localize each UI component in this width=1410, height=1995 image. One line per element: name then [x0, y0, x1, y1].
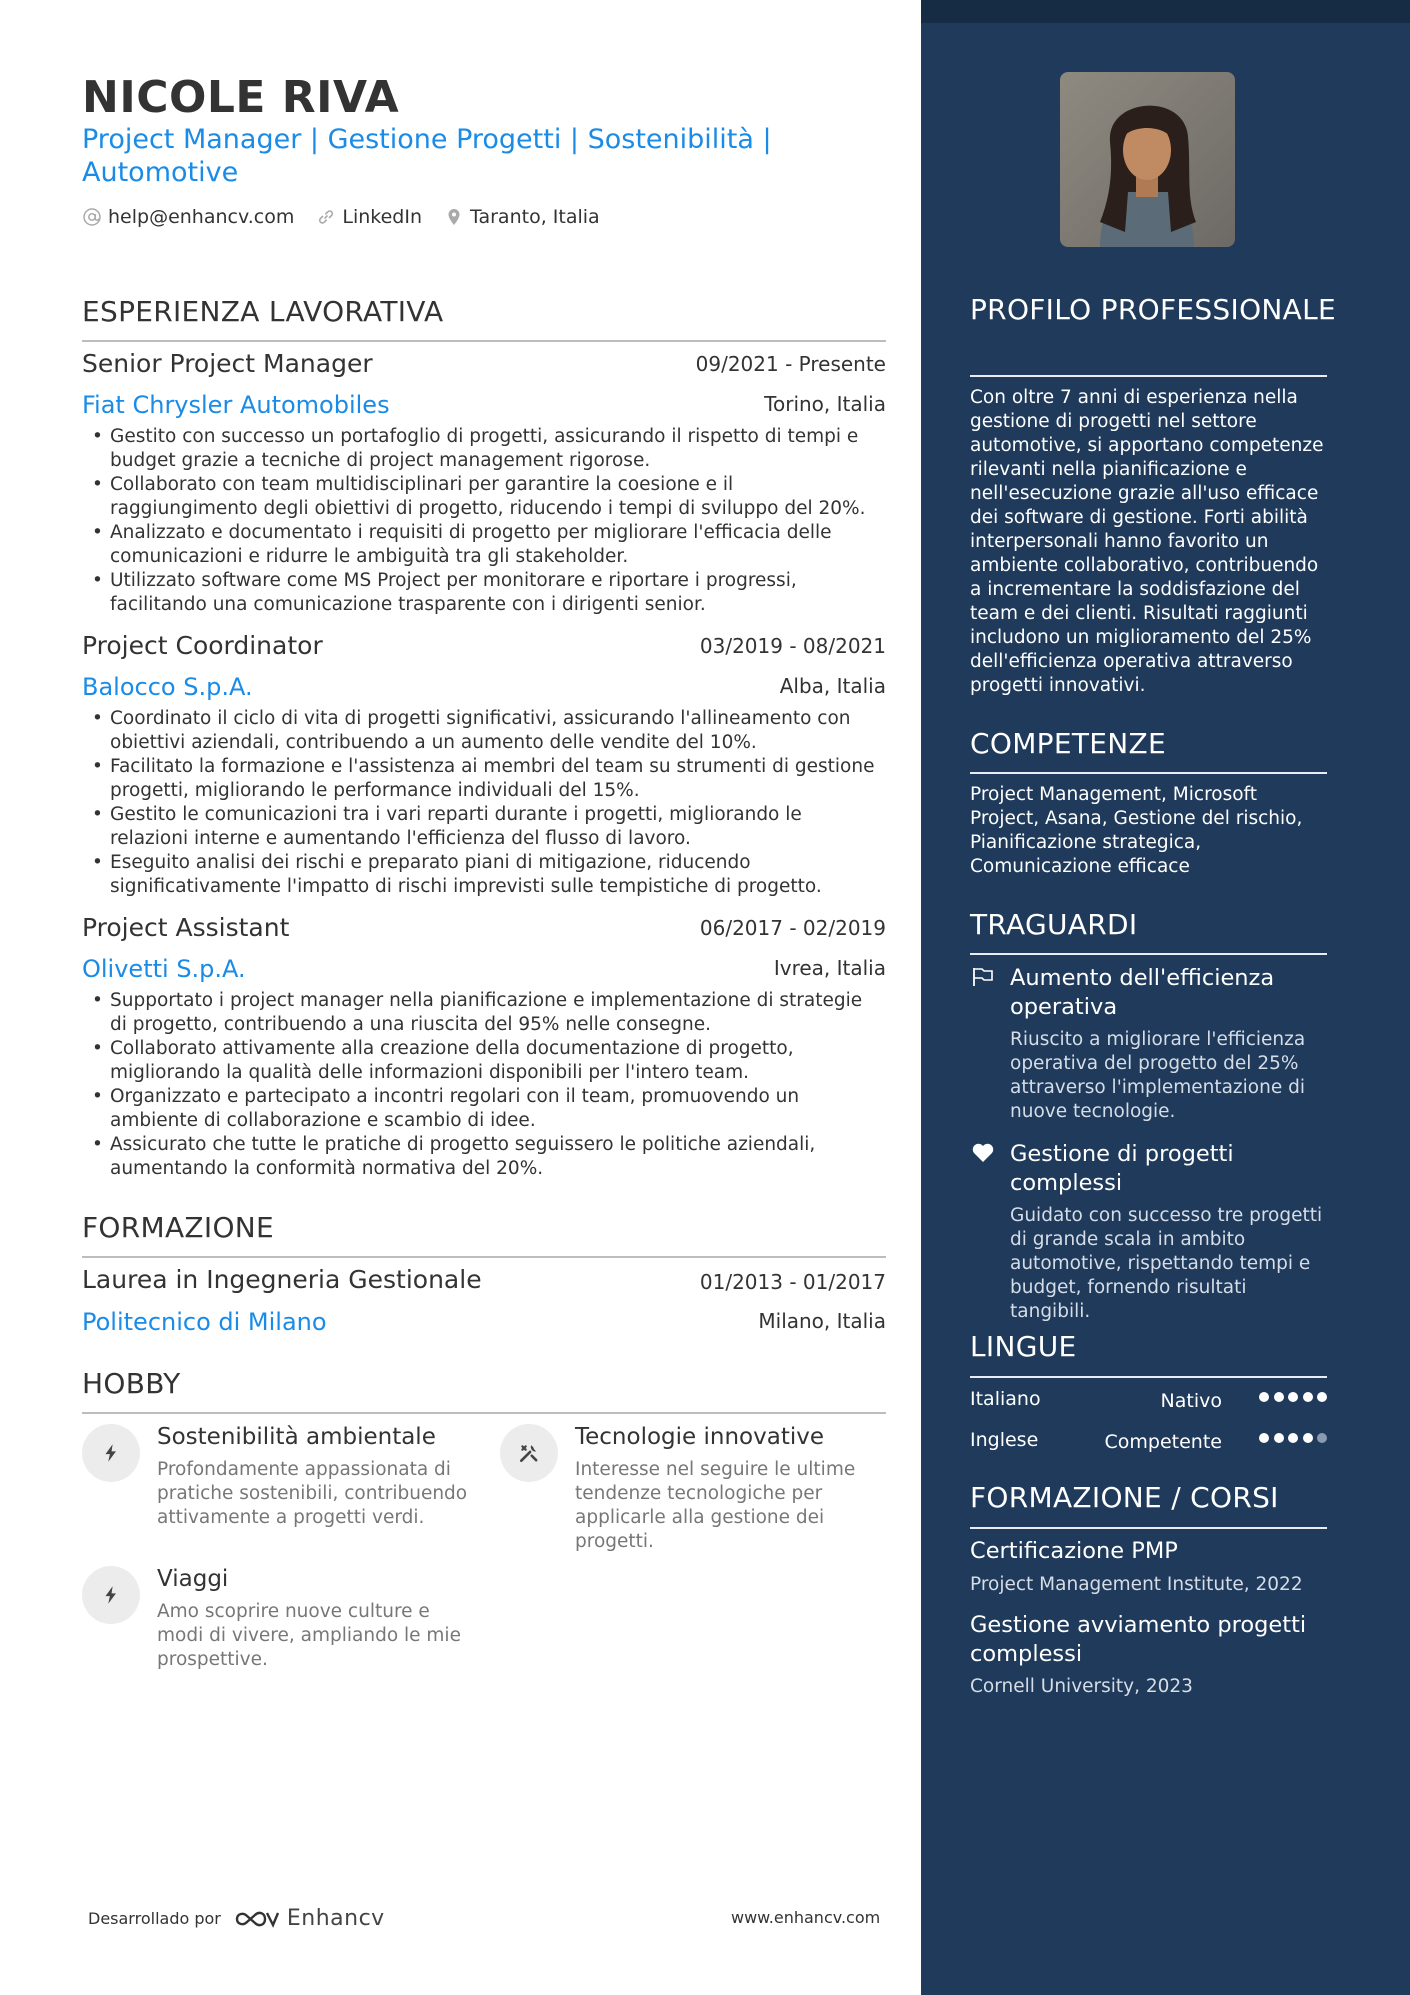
profile-summary: Con oltre 7 anni di esperienza nella gestione di progetti nel settore automotive, si apportano competenze rilevanti nella pianificazione e nell'esecuzione grazie all'uso efficace dei software di gestione. Forti abilità interpersonali hanno favorito un ambiente collaborativo, contribuendo a incrementare la soddisfazione del team e dei clienti. Risultati raggiunti includono un miglioramento del 25% dell'efficienza operativa attraverso progetti innovativi.: [970, 387, 1324, 696]
job-bullet: • Collaborato attivamente alla creazione della documentazione di progetto, migliorando la qualità delle informazioni disponibili per l'intero team.: [110, 1037, 882, 1085]
job-bullets: [82, 425, 882, 617]
courses-section-title: FORMAZIONE / CORSI: [970, 1481, 1279, 1514]
job-bullet: • Eseguito analisi dei rischi e preparato piani di mitigazione, riducendo significativamente l'impatto di rischi imprevisti sulle tempistiche di progetto.: [110, 851, 882, 899]
language-level: Nativo: [1160, 1390, 1222, 1412]
job-bullet: • Gestito con successo un portafoglio di progetti, assicurando il rispetto di tempi e budget grazie a tecniche di project management rigorose.: [110, 425, 882, 473]
hobby-title: Viaggi: [157, 1566, 229, 1592]
course-title: Certificazione PMP: [970, 1538, 1178, 1564]
hobby-item: [500, 1424, 890, 1554]
job-company: Balocco S.p.A.: [82, 673, 253, 701]
job-location: Ivrea, Italia: [773, 956, 886, 980]
job-bullet: • Coordinato il ciclo di vita di progetti significativi, assicurando l'allineamento con obiettivi aziendali, contribuendo a un aumento delle vendite del 10%.: [110, 707, 882, 755]
achievement-item: [970, 1140, 1330, 1322]
achievement-title: Gestione di progetti complessi: [1010, 1141, 1234, 1196]
course-institution: Cornell University, 2023: [970, 1676, 1193, 1697]
footer-url[interactable]: www.enhancv.com: [731, 1908, 881, 1927]
job-bullets: [82, 707, 882, 899]
job-date: 06/2017 - 02/2019: [699, 916, 886, 940]
rating-dot-filled: [1303, 1392, 1313, 1402]
degree-title: Laurea in Ingegneria Gestionale: [82, 1265, 482, 1294]
location-pin-icon: [444, 207, 464, 227]
hobby-item: [82, 1424, 472, 1554]
section-divider: [82, 1256, 886, 1258]
rating-dot-filled: [1288, 1433, 1298, 1443]
achievement-description: Riuscito a migliorare l'efficienza operativa del progetto del 25% attraverso l'implementazione di nuove tecnologie.: [1010, 1029, 1306, 1122]
course-title: Gestione avviamento progetti complessi: [970, 1612, 1307, 1667]
job-date: 03/2019 - 08/2021: [699, 634, 886, 658]
job-company: Fiat Chrysler Automobiles: [82, 391, 390, 419]
hobby-description: Profondamente appassionata di pratiche sostenibili, contribuendo attivamente a progetti verdi.: [157, 1459, 468, 1528]
languages-section-title: LINGUE: [970, 1330, 1077, 1363]
job-location: Torino, Italia: [764, 392, 886, 416]
language-level: Competente: [1104, 1431, 1222, 1453]
hobby-section-title: HOBBY: [82, 1367, 181, 1400]
candidate-name: NICOLE RIVA: [82, 72, 400, 123]
achievement-item: [970, 964, 1330, 1129]
hobby-item: [82, 1566, 472, 1676]
section-divider: [970, 1527, 1327, 1529]
job-bullet: • Collaborato con team multidisciplinari per garantire la coesione e il raggiungimento degli obiettivi di progetto, riducendo i tempi di sviluppo del 20%.: [110, 473, 882, 521]
skills-list: Project Management, Microsoft Project, Asana, Gestione del rischio, Pianificazione strategica, Comunicazione efficace: [970, 784, 1303, 877]
contact-info: [82, 206, 622, 228]
contact-email[interactable]: [82, 206, 294, 228]
language-name: Inglese: [970, 1429, 1039, 1451]
rating-dot-filled: [1274, 1433, 1284, 1443]
rating-dot-filled: [1274, 1392, 1284, 1402]
contact-linkedin[interactable]: [316, 206, 422, 228]
tools-icon: [500, 1424, 558, 1482]
contact-location-text: Taranto, Italia: [470, 206, 600, 228]
heart-icon: [970, 1140, 996, 1166]
hobby-description: Interesse nel seguire le ultime tendenze tecnologiche per applicarle alla gestione dei progetti.: [575, 1459, 856, 1552]
job-company: Olivetti S.p.A.: [82, 955, 246, 983]
section-divider: [970, 953, 1327, 955]
job-title: Project Coordinator: [82, 631, 323, 660]
rating-dot-filled: [1259, 1433, 1269, 1443]
job-bullet: • Assicurato che tutte le pratiche di progetto seguissero le politiche aziendali, aumentando la conformità normativa del 20%.: [110, 1133, 882, 1181]
contact-email-text: help@enhancv.com: [108, 206, 295, 228]
hobby-description: Amo scoprire nuove culture e modi di vivere, ampliando le mie prospettive.: [157, 1601, 461, 1670]
achievements-section-title: TRAGUARDI: [970, 908, 1138, 941]
language-row: [970, 1388, 1327, 1416]
profile-section-title: PROFILO PROFESSIONALE: [970, 293, 1336, 326]
achievement-description: Guidato con successo tre progetti di grande scala in ambito automotive, rispettando tempi e budget, fornendo risultati tangibili.: [1010, 1205, 1323, 1322]
rating-dot-filled: [1259, 1392, 1269, 1402]
rating-dot-filled: [1317, 1392, 1327, 1402]
job-bullet: • Supportato i project manager nella pianificazione e implementazione di strategie di progetto, contribuendo a una riuscita del 95% nelle consegne.: [110, 989, 882, 1037]
language-row: [970, 1429, 1327, 1457]
education-date: 01/2013 - 01/2017: [699, 1270, 886, 1294]
rating-dot-filled: [1303, 1433, 1313, 1443]
link-icon: [316, 207, 336, 227]
section-divider: [970, 772, 1327, 774]
footer-branding: [88, 1906, 385, 1931]
sidebar: [921, 0, 1410, 1995]
bolt-icon: [82, 1566, 140, 1624]
job-title: Senior Project Manager: [82, 349, 373, 378]
education-location: Milano, Italia: [758, 1309, 886, 1333]
powered-by-label: Desarrollado por: [88, 1909, 221, 1928]
contact-linkedin-text: LinkedIn: [342, 206, 423, 228]
education-section-title: FORMAZIONE: [82, 1211, 275, 1244]
job-title: Project Assistant: [82, 913, 290, 942]
job-bullets: [82, 989, 882, 1181]
rating-dot-empty: [1317, 1433, 1327, 1443]
contact-location: [444, 206, 600, 228]
language-name: Italiano: [970, 1388, 1041, 1410]
job-location: Alba, Italia: [779, 674, 886, 698]
achievement-title: Aumento dell'efficienza operativa: [1010, 965, 1275, 1020]
job-bullet: • Utilizzato software come MS Project per monitorare e riportare i progressi, facilitando una comunicazione trasparente con i dirigenti senior.: [110, 569, 882, 617]
job-bullet: • Analizzato e documentato i requisiti di progetto per migliorare l'efficacia delle comunicazioni e ridurre le ambiguità tra gli stakeholder.: [110, 521, 882, 569]
section-divider: [970, 375, 1327, 377]
sidebar-top-bar: [921, 0, 1410, 23]
section-divider: [970, 1376, 1327, 1378]
language-rating: [1255, 1392, 1328, 1402]
enhancv-logo-icon: [233, 1907, 279, 1931]
language-rating: [1255, 1433, 1328, 1443]
job-bullet: • Facilitato la formazione e l'assistenza ai membri del team su strumenti di gestione progetti, migliorando le performance individuali del 15%.: [110, 755, 882, 803]
candidate-role: Project Manager | Gestione Progetti | Sostenibilità | Automotive: [82, 124, 772, 188]
job-bullet: • Gestito le comunicazioni tra i vari reparti durante i progetti, migliorando le relazioni interne e aumentando l'efficienza del flusso di lavoro.: [110, 803, 882, 851]
rating-dot-filled: [1288, 1392, 1298, 1402]
skills-section-title: COMPETENZE: [970, 727, 1166, 760]
hobby-title: Sostenibilità ambientale: [157, 1424, 436, 1450]
course-institution: Project Management Institute, 2022: [970, 1574, 1303, 1595]
hobby-title: Tecnologie innovative: [575, 1424, 824, 1450]
school-name: Politecnico di Milano: [82, 1308, 327, 1336]
section-divider: [82, 1412, 886, 1414]
job-bullet: • Organizzato e partecipato a incontri regolari con il team, promuovendo un ambiente di collaborazione e scambio di idee.: [110, 1085, 882, 1133]
at-icon: [82, 207, 102, 227]
job-date: 09/2021 - Presente: [695, 352, 886, 376]
bolt-icon: [82, 1424, 140, 1482]
section-divider: [82, 340, 886, 342]
flag-icon: [970, 964, 996, 990]
experience-section-title: ESPERIENZA LAVORATIVA: [82, 295, 444, 328]
brand-name: Enhancv: [286, 1906, 385, 1931]
profile-photo: [1060, 72, 1235, 247]
